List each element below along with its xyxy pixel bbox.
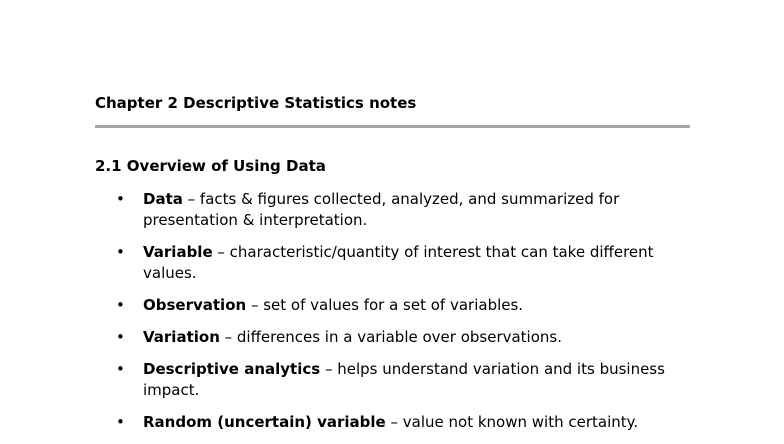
list-item <box>95 189 695 231</box>
term-definition: – value not known with certainty. <box>385 413 639 431</box>
term-label: Observation <box>143 296 247 314</box>
term-label: Descriptive analytics <box>143 360 321 378</box>
term-label: Variation <box>143 328 220 346</box>
list-item <box>95 359 695 401</box>
section-heading: 2.1 Overview of Using Data <box>95 157 326 175</box>
bullet-icon: • <box>116 413 125 431</box>
term-definition: – facts & figures collected, analyzed, and summarized for presentation & interpretation. <box>143 190 620 229</box>
term-label: Variable <box>143 243 213 261</box>
term-definition: – set of values for a set of variables. <box>246 296 524 314</box>
term-definition: – characteristic/quantity of interest that can take different values. <box>143 243 654 282</box>
term-definition: – helps understand variation and its business impact. <box>143 360 665 399</box>
bullet-icon: • <box>116 360 125 378</box>
bullet-icon: • <box>116 190 125 208</box>
bullet-icon: • <box>116 296 125 314</box>
title-divider <box>95 125 690 128</box>
list-item <box>95 412 695 433</box>
list-item <box>95 295 695 316</box>
term-definition: – differences in a variable over observations. <box>219 328 562 346</box>
list-item <box>95 327 695 348</box>
definition-list <box>95 189 695 444</box>
bullet-icon: • <box>116 328 125 346</box>
term-label: Random (uncertain) variable <box>143 413 386 431</box>
bullet-icon: • <box>116 243 125 261</box>
page-title: Chapter 2 Descriptive Statistics notes <box>95 94 417 112</box>
list-item <box>95 242 695 284</box>
term-label: Data <box>143 190 183 208</box>
